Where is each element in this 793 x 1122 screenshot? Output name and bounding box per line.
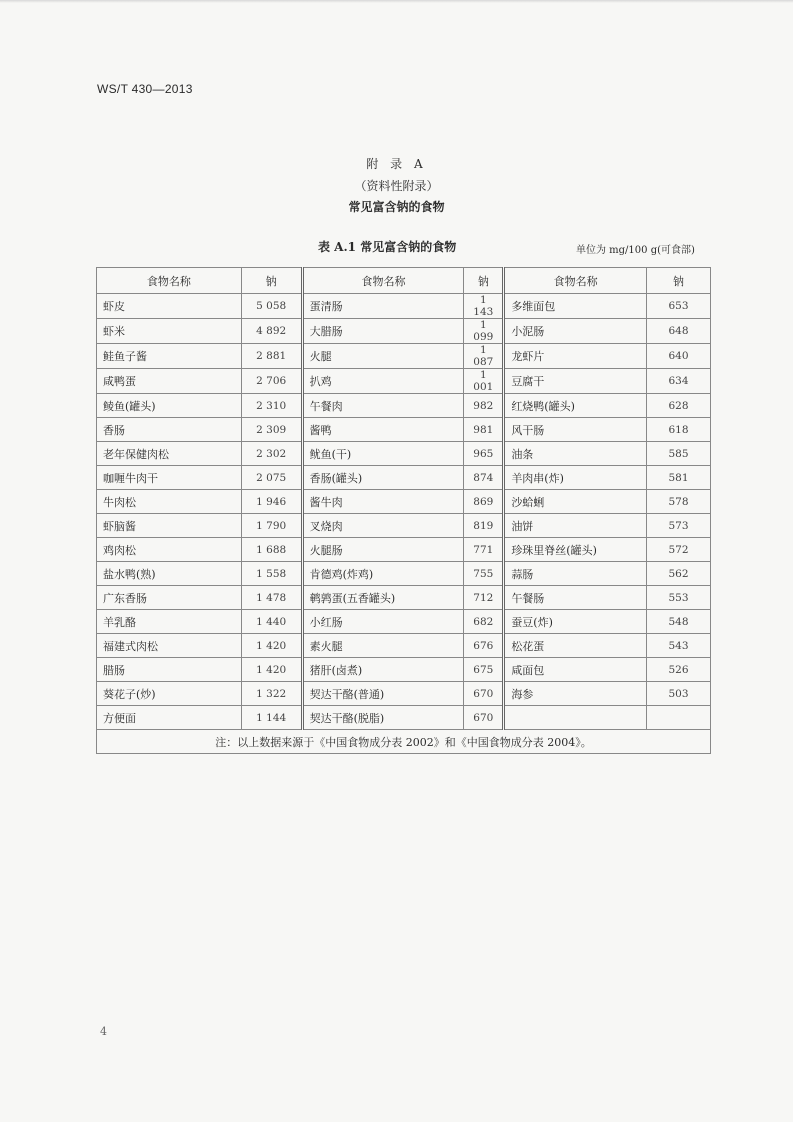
sodium-value: 1 322 [241,682,302,706]
food-name: 小泥肠 [504,319,647,344]
sodium-value: 2 075 [241,466,302,490]
sodium-value: 1 087 [464,344,504,369]
food-name [504,706,647,730]
food-name: 肯德鸡(炸鸡) [302,562,464,586]
table-row [97,562,711,586]
header-food-name: 食物名称 [97,268,242,294]
food-name: 鲮鱼(罐头) [97,394,242,418]
food-name: 小红肠 [302,610,464,634]
sodium-value: 2 310 [241,394,302,418]
food-name: 鹌鹑蛋(五香罐头) [302,586,464,610]
food-name: 豆腐干 [504,369,647,394]
table-row [97,319,711,344]
food-name: 契达干酪(脱脂) [302,706,464,730]
food-name: 福建式肉松 [97,634,242,658]
table-row [97,538,711,562]
sodium-value: 573 [647,514,711,538]
food-name: 扒鸡 [302,369,464,394]
food-name: 羊肉串(炸) [504,466,647,490]
sodium-value: 1 143 [464,294,504,319]
sodium-value: 562 [647,562,711,586]
table-unit: 单位为 mg/100 g(可食部) [576,245,695,256]
sodium-value [647,706,711,730]
sodium-value: 2 881 [241,344,302,369]
table-row [97,466,711,490]
scan-edge [0,0,793,3]
table-row [97,610,711,634]
food-name: 叉烧肉 [302,514,464,538]
header-sodium: 钠 [241,268,302,294]
food-name: 素火腿 [302,634,464,658]
food-name: 葵花子(炒) [97,682,242,706]
food-name: 龙虾片 [504,344,647,369]
food-name: 火腿肠 [302,538,464,562]
food-name: 红烧鸭(罐头) [504,394,647,418]
food-name: 鸡肉松 [97,538,242,562]
sodium-value: 1 099 [464,319,504,344]
food-name: 沙蛤蜊 [504,490,647,514]
sodium-value: 2 309 [241,418,302,442]
food-name: 海参 [504,682,647,706]
sodium-value: 819 [464,514,504,538]
food-name: 松花蛋 [504,634,647,658]
food-name: 火腿 [302,344,464,369]
sodium-value: 1 946 [241,490,302,514]
food-name: 鱿鱼(干) [302,442,464,466]
food-name: 风干肠 [504,418,647,442]
food-name: 油条 [504,442,647,466]
food-name: 猪肝(卤煮) [302,658,464,682]
sodium-value: 676 [464,634,504,658]
sodium-value: 585 [647,442,711,466]
sodium-value: 712 [464,586,504,610]
food-name: 羊乳酪 [97,610,242,634]
food-name: 广东香肠 [97,586,242,610]
table-row [97,490,711,514]
table-row [97,634,711,658]
sodium-value: 628 [647,394,711,418]
table-row [97,394,711,418]
food-name: 老年保健肉松 [97,442,242,466]
table-row [97,344,711,369]
table-row [97,294,711,319]
table-row [97,369,711,394]
food-name: 蛋清肠 [302,294,464,319]
food-name: 酱鸭 [302,418,464,442]
food-name: 虾皮 [97,294,242,319]
food-name: 香肠 [97,418,242,442]
food-name: 牛肉松 [97,490,242,514]
sodium-value: 5 058 [241,294,302,319]
sodium-value: 682 [464,610,504,634]
sodium-value: 4 892 [241,319,302,344]
table-row [97,442,711,466]
sodium-value: 1 440 [241,610,302,634]
food-name: 香肠(罐头) [302,466,464,490]
sodium-value: 874 [464,466,504,490]
sodium-value: 634 [647,369,711,394]
table-note: 注：以上数据来源于《中国食物成分表 2002》和《中国食物成分表 2004》。 [97,730,711,754]
food-name: 咸鸭蛋 [97,369,242,394]
sodium-value: 1 001 [464,369,504,394]
food-name: 多维面包 [504,294,647,319]
sodium-value: 670 [464,682,504,706]
header-food-name: 食物名称 [302,268,464,294]
sodium-value: 771 [464,538,504,562]
standard-code: WS/T 430—2013 [97,82,193,96]
food-name: 蚕豆(炸) [504,610,647,634]
food-name: 午餐肠 [504,586,647,610]
sodium-value: 572 [647,538,711,562]
table-row [97,706,711,730]
food-name: 咖喱牛肉干 [97,466,242,490]
table-row [97,418,711,442]
sodium-value: 1 478 [241,586,302,610]
sodium-value: 548 [647,610,711,634]
sodium-value: 1 144 [241,706,302,730]
sodium-value: 965 [464,442,504,466]
sodium-value: 543 [647,634,711,658]
sodium-value: 2 302 [241,442,302,466]
sodium-value: 1 420 [241,658,302,682]
food-name: 蒜肠 [504,562,647,586]
sodium-value: 648 [647,319,711,344]
sodium-value: 503 [647,682,711,706]
sodium-value: 982 [464,394,504,418]
food-name: 虾米 [97,319,242,344]
food-name: 珍珠里脊丝(罐头) [504,538,647,562]
table-row [97,514,711,538]
sodium-value: 653 [647,294,711,319]
sodium-value: 581 [647,466,711,490]
sodium-value: 981 [464,418,504,442]
food-name: 午餐肉 [302,394,464,418]
food-name: 鲑鱼子酱 [97,344,242,369]
sodium-value: 1 558 [241,562,302,586]
header-food-name: 食物名称 [504,268,647,294]
table-row [97,682,711,706]
page-number: 4 [100,1025,107,1038]
food-name: 契达干酪(普通) [302,682,464,706]
food-name: 酱牛肉 [302,490,464,514]
food-name: 油饼 [504,514,647,538]
sodium-value: 670 [464,706,504,730]
appendix-title: 附 录 A [366,157,427,171]
table-row [97,586,711,610]
table-caption: 表 A.1 常见富含钠的食物 [318,240,457,254]
sodium-foods-table [96,267,711,754]
food-name: 大腊肠 [302,319,464,344]
food-name: 方便面 [97,706,242,730]
appendix-name: 常见富含钠的食物 [348,200,445,214]
sodium-value: 2 706 [241,369,302,394]
food-name: 咸面包 [504,658,647,682]
sodium-value: 1 790 [241,514,302,538]
sodium-value: 618 [647,418,711,442]
food-name: 盐水鸭(熟) [97,562,242,586]
sodium-value: 1 688 [241,538,302,562]
table-header-row [97,268,711,294]
sodium-value: 578 [647,490,711,514]
sodium-value: 553 [647,586,711,610]
sodium-value: 526 [647,658,711,682]
sodium-value: 675 [464,658,504,682]
food-name: 虾脑酱 [97,514,242,538]
appendix-type: （资料性附录） [354,179,439,193]
header-sodium: 钠 [464,268,504,294]
table-row [97,658,711,682]
sodium-value: 755 [464,562,504,586]
sodium-value: 640 [647,344,711,369]
food-name: 腊肠 [97,658,242,682]
sodium-value: 869 [464,490,504,514]
sodium-value: 1 420 [241,634,302,658]
header-sodium: 钠 [647,268,711,294]
